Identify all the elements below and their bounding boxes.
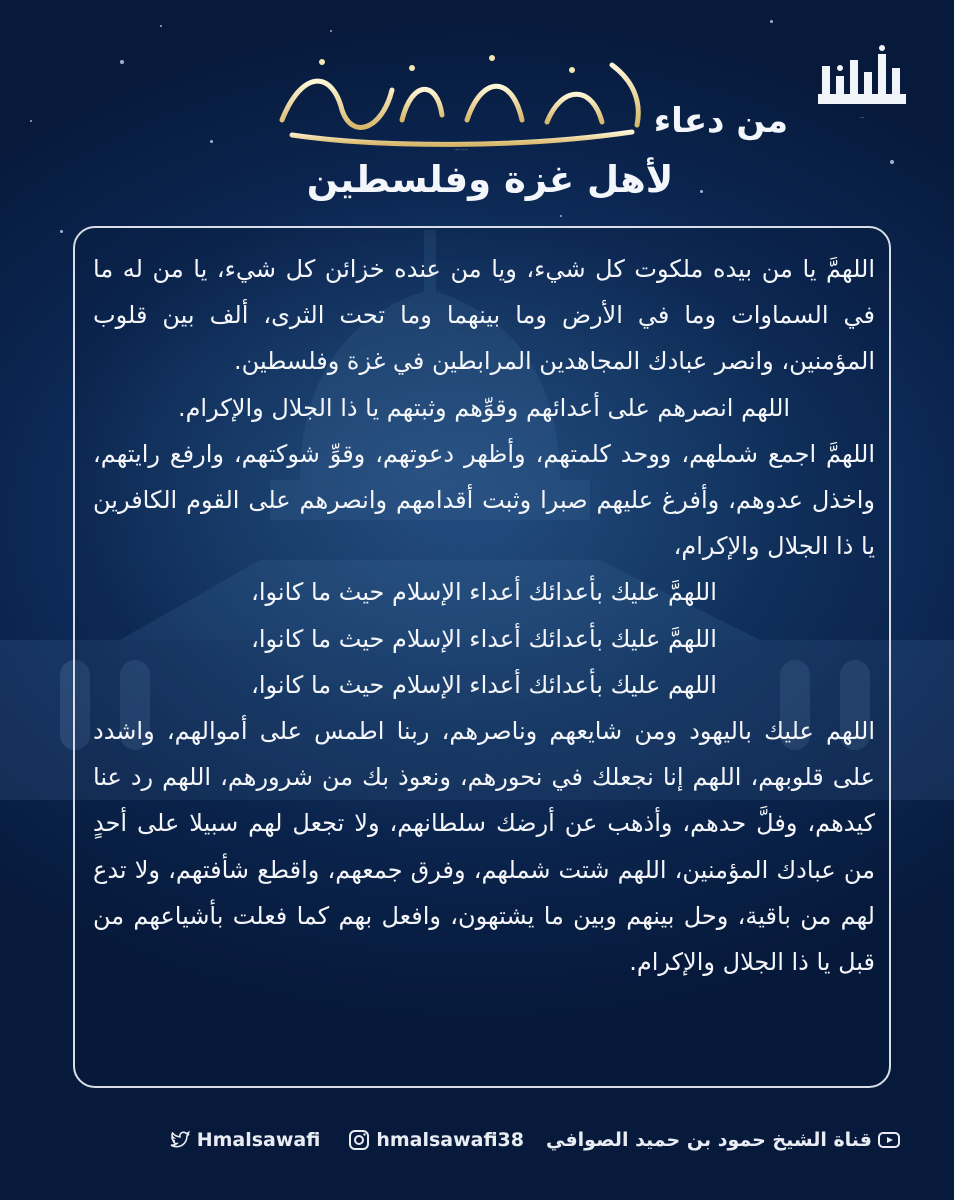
channel-name: قناة الشيخ حمود بن حميد الصوافي <box>546 1129 872 1151</box>
twitter-text: Hmalsawafi <box>196 1129 321 1151</box>
svg-text:الصوافي: الصوافي <box>860 118 864 119</box>
dua-paragraph: اللهم عليك بأعدائك أعداء الإسلام حيث ما كانوا، <box>251 670 717 699</box>
dua-paragraph: اللهمَّ اجمع شملهم، ووحد كلمتهم، وأظهر دعوتهم، وقوِّ شوكتهم، وارفع رايتهم، واخذل عدوهم، وأفرغ عليهم صبرا وثبت أقدامهم وانصرهم على القوم الكافرين يا ذا الجلال والإكرام، <box>93 439 875 561</box>
instagram-icon <box>348 1129 370 1151</box>
dua-paragraph: اللهمَّ يا من بيده ملكوت كل شيء، ويا من عنده خزائن كل شيء، يا من له ما في السماوات وما في الأرض وما بينهما وما تحت الثرى، ألف بين قلوب المؤمنين، وانصر عبادك المجاهدين المرابطين في غزة وفلسطين. <box>93 255 875 376</box>
instagram-text: hmalsawafi38 <box>376 1129 524 1151</box>
header-pre-title: من دعاء <box>653 101 788 141</box>
dua-paragraph: اللهم عليك باليهود ومن شايعهم وناصرهم، ربنا اطمس على أموالهم، واشدد على قلوبهم، اللهم إنا نجعلك في نحورهم، ونعوذ بك من شرورهم، اللهم رد عنا كيدهم، وفلَّ حدهم، وأذهب عن أرضك سلطانهم، ولا تجعل لهم سبيلا على أحدٍ من عبادك المؤمنين، اللهم شتت شملهم، وفرق جمعهم، واقطع شأفتهم، ولا تدع لهم من باقية، وحل بينهم وبين ما يشتهون، وافعل بهم كما فعلت بأشياعهم من قبل يا ذا الجلال والإكرام. <box>93 717 875 977</box>
twitter-icon <box>169 1129 191 1151</box>
header-subtitle: لأهل غزة وفلسطين <box>306 158 674 201</box>
sheikh-name-calligraphy <box>262 40 660 152</box>
footer-social <box>50 1122 906 1158</box>
twitter-handle[interactable] <box>163 1129 321 1151</box>
dua-paragraph: اللهمَّ عليك بأعدائك أعداء الإسلام حيث ما كانوا، <box>251 578 717 607</box>
sawafi-logo <box>812 40 912 120</box>
dua-text <box>93 246 875 985</box>
youtube-icon <box>878 1129 900 1151</box>
instagram-handle[interactable] <box>342 1129 524 1151</box>
dua-paragraph: اللهمَّ عليك بأعدائك أعداء الإسلام حيث ما كانوا، <box>251 624 717 653</box>
dua-paragraph: اللهم انصرهم على أعدائهم وقوِّهم وثبتهم يا ذا الجلال والإكرام. <box>177 393 791 422</box>
youtube-channel[interactable] <box>546 1129 906 1151</box>
svg-text:الشيخ حمود بن حميد الصوافي: الشيخ حمود بن حميد الصوافي <box>454 150 468 151</box>
